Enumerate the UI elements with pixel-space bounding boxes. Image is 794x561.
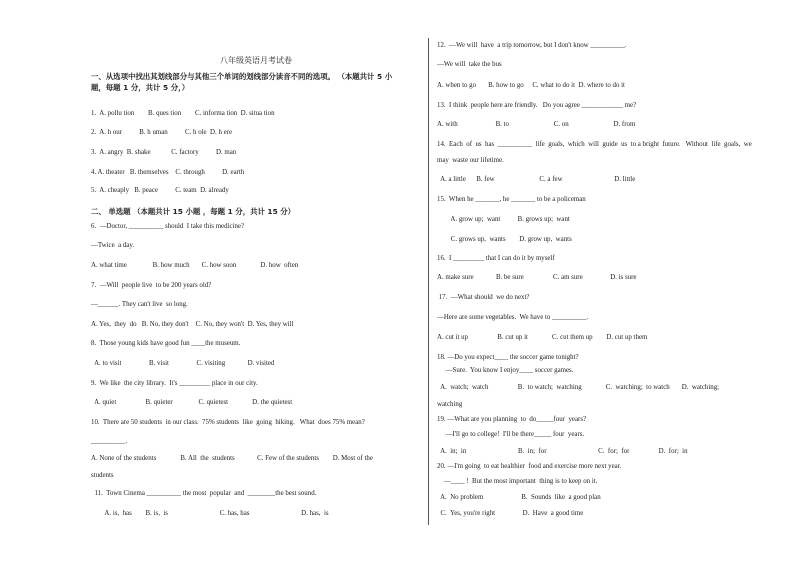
question-line: 15. When he _______, he _______ to be a policeman <box>437 196 586 203</box>
question-line: 11. Town Cinema __________ the most popular and ________the best sound. <box>91 490 317 497</box>
question-line: 3. A. angry B. shake C. factory D. man <box>91 149 237 156</box>
question-line: 12. —We will have a trip tomorrow, but I don't know __________. <box>437 42 627 49</box>
question-line: A. when to go B. how to go C. what to do it D. where to do it <box>437 82 625 89</box>
question-line: A. to visit B. visit C. visiting D. visited <box>91 360 275 367</box>
question-line: A. with B. to C. on D. from <box>437 121 636 128</box>
question-line: 10. There are 50 students in our class. 75% students like going hiking. What does 75% mean? <box>91 419 365 426</box>
question-line: A. watch; watch B. to watch; watching C. watching; to watch D. watching; <box>437 384 720 391</box>
question-line: —Sure. You know I enjoy____ soccer games. <box>437 367 574 374</box>
question-line: A. what time B. how much C. how soon D. how often <box>91 262 299 269</box>
section-heading: 二、 单选题 （本题共计 15 小题 ，每题 1 分，共计 15 分） <box>91 207 296 216</box>
question-line: 2. A. h our B. h uman C. h ole D. h ere <box>91 129 233 136</box>
column-divider <box>428 38 429 525</box>
question-line: A. Yes, they do B. No, they don't C. No, they won't D. Yes, they will <box>91 321 294 328</box>
question-line: 16. I _________ that I can do it by myself <box>437 255 555 262</box>
page-title: 八年级英语月考试卷 <box>220 56 292 65</box>
question-line: may waste our lifetime. <box>437 157 504 164</box>
question-line: A. make sure B. be sure C. am sure D. is sure <box>437 274 637 281</box>
question-line: A. quiet B. quieter C. quietest D. the quietest <box>91 399 293 406</box>
question-line: 19. —What are you planning to do_____four years? <box>437 416 587 423</box>
question-line: 8. Those young kids have good fun ____the museum. <box>91 340 241 347</box>
question-line: watching <box>437 401 463 408</box>
question-line: —______. They can't live so long. <box>91 301 188 308</box>
question-line: 9. We like the city library. It's _________ place in our city. <box>91 380 258 387</box>
question-line: A. No problem B. Sounds like a good plan <box>437 494 601 501</box>
question-line: 6. —Doctor, __________ should I take this medicine? <box>91 223 245 230</box>
question-line: 18. —Do you expect____ the soccer game tonight? <box>437 354 579 361</box>
question-line: students <box>91 472 114 479</box>
question-line: C. Yes, you're right D. Have a good time <box>437 510 584 517</box>
question-line: 7. —Will people live to be 200 years old? <box>91 282 212 289</box>
question-line: 17. —What should we do next? <box>437 294 530 301</box>
question-line: 14. Each of us has __________ life goals, which will guide us to a bright future. Without life goals, we <box>437 141 752 148</box>
question-line: 5. A. cheaply B. peace C. team D. already <box>91 187 229 194</box>
question-line: A. in; in B. in; for C. for; for D. for; in <box>437 448 688 455</box>
question-line: —____ ! But the most important thing is to keep on it. <box>437 478 598 485</box>
question-line: A. is, has B. is, is C. has, has D. has, is <box>91 510 329 517</box>
question-line: A. None of the students B. All the students C. Few of the students D. Most of the <box>91 455 373 462</box>
question-line: —Twice a day. <box>91 242 135 249</box>
section-heading: 题，每题 1 分，共计 5 分，） <box>91 83 190 92</box>
question-line: A. grow up; want B. grows up; want <box>437 216 570 223</box>
question-line: —We will take the bus <box>437 61 502 68</box>
section-heading: 一、从选项中找出其划线部分与其他三个单词的划线部分读音不同的选项。 （本题共计 5 小 <box>91 72 393 81</box>
question-line: —I'll go to college! I'll be there_____ four years. <box>437 431 585 438</box>
question-line: —Here are some vegetables. We have to __________. <box>437 314 589 321</box>
question-line: A. cut it up B. cut up it C. cut them up D. cut up them <box>437 334 648 341</box>
question-line: 13. I think people here are friendly. Do you agree ____________ me? <box>437 102 637 109</box>
question-line: 4. A. theater B. themselves C. through D. earth <box>91 169 245 176</box>
question-line: 1. A. pollu tion B. ques tion C. informa tion D. situa tion <box>91 110 275 117</box>
question-line: C. grows up, wants D. grow up, wants <box>437 236 572 243</box>
question-line: A. a little B. few C. a few D. little <box>437 176 636 183</box>
question-line: 20. —I'm going to eat healthier food and exercise more next year. <box>437 463 622 470</box>
question-line: __________. <box>91 438 128 445</box>
